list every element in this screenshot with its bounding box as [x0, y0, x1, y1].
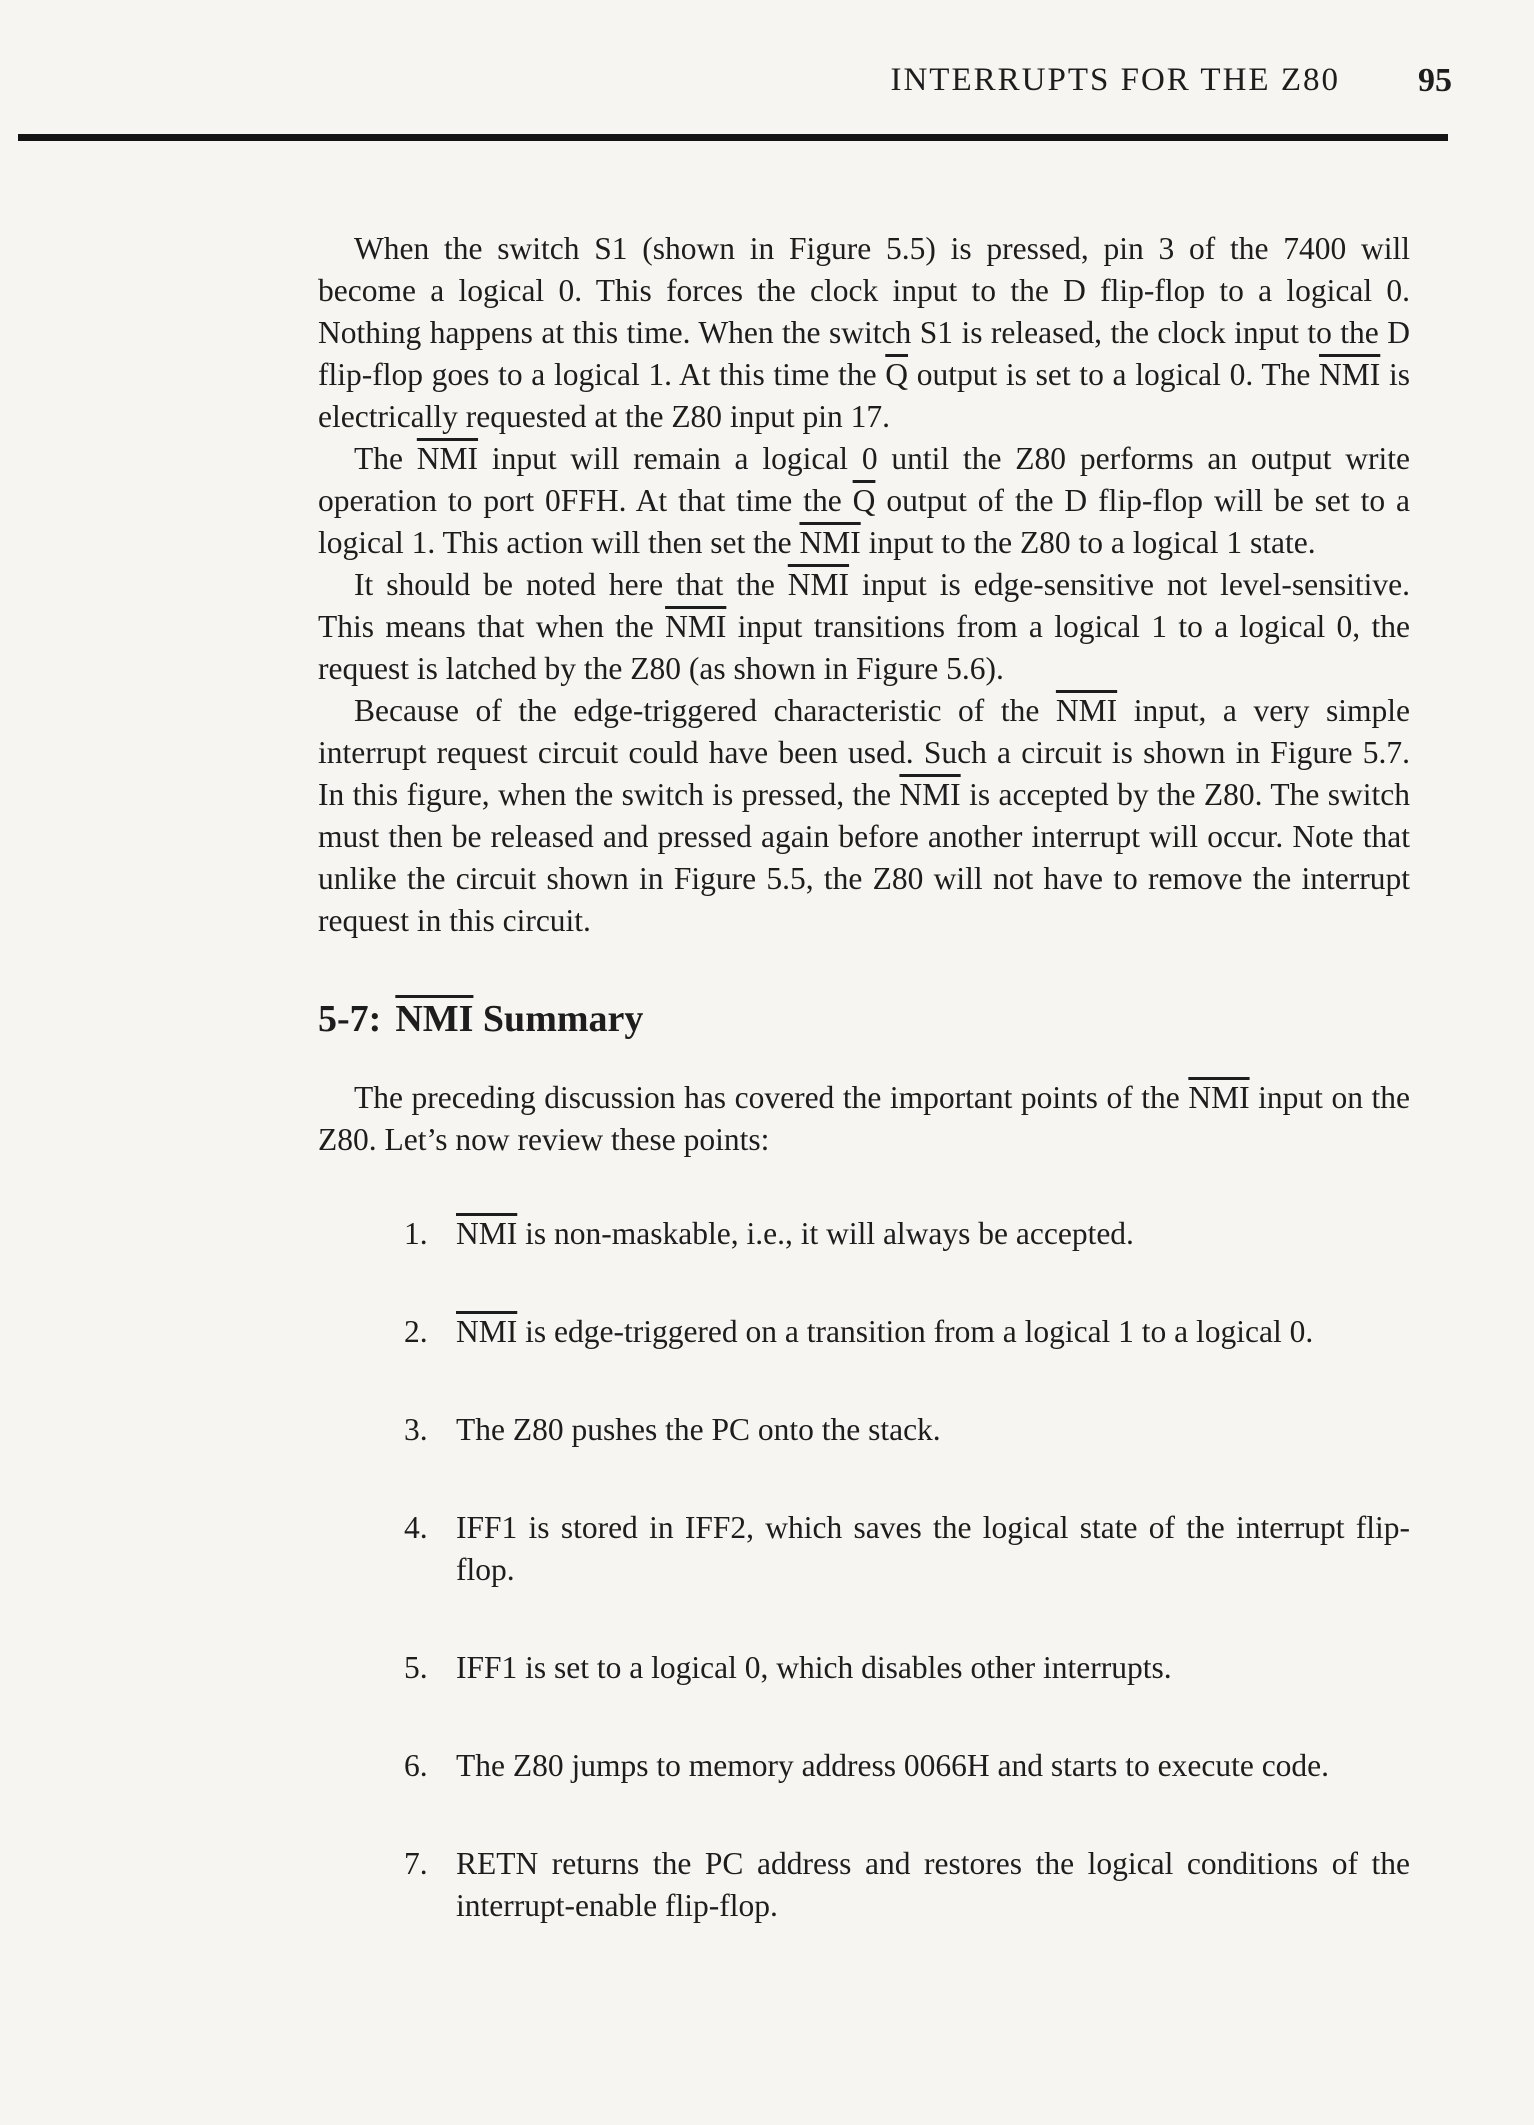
page-content — [318, 228, 1410, 1983]
nmi-symbol: $\overline{NMI}$ — [799, 525, 861, 560]
nmi-symbol: $\overline{NMI}$ — [456, 1314, 518, 1349]
list-item — [318, 1745, 1410, 1787]
text-run: The — [354, 441, 417, 476]
text-run: input transitions from a logical 1 to a logical 0, the request is latched by the Z80 (as shown in Figure 5.6). — [318, 609, 1410, 686]
nmi-symbol: $\overline{NMI}$ — [899, 777, 961, 812]
list-marker: 4. — [404, 1510, 428, 1545]
nmi-symbol: $\overline{NMI}$ — [665, 609, 727, 644]
nmi-symbol: NMI — [395, 998, 474, 1040]
list-item — [318, 1507, 1410, 1591]
running-title: INTERRUPTS FOR THE Z80 — [890, 62, 1340, 98]
paragraph-4 — [318, 690, 1410, 942]
text-run: input on the Z80. Let’s now review these points: — [318, 1080, 1410, 1157]
page-header — [0, 62, 1452, 106]
nmi-symbol: $\overline{NMI}$ — [1319, 357, 1381, 392]
list-marker: 2. — [404, 1314, 428, 1349]
text-run: When the switch S1 (shown in Figure 5.5) is pressed, pin 3 of the 7400 will become a logical 0. This forces the clock input to the D flip-flop to a logical 0. Nothing happens at this time. When the switch S1 is released, the clock input to the D flip-flop goes to a logical 1. At this time the — [318, 231, 1410, 392]
text-run: Because of the edge-triggered characteristic of the — [354, 693, 1056, 728]
text-run: input, a very simple interrupt request circuit could have been used. Such a circuit is shown in Figure 5.7. In this figure, when the switch is pressed, the — [318, 693, 1411, 812]
paragraph-1 — [318, 228, 1410, 438]
text-run: input is edge-sensitive not level-sensitive. This means that when the — [318, 567, 1410, 644]
list-item-text: is non-maskable, i.e., it will always be accepted. — [517, 1216, 1134, 1251]
paragraph-3 — [318, 564, 1410, 690]
summary-list — [318, 1213, 1410, 1927]
header-rule — [18, 134, 1448, 141]
section-number: 5-7: — [318, 998, 382, 1040]
list-marker: 1. — [404, 1216, 428, 1251]
paragraph-2 — [318, 438, 1410, 564]
text-run: The preceding discussion has covered the important points of the — [354, 1080, 1189, 1115]
nmi-symbol: $\overline{NMI}$ — [1188, 1080, 1250, 1115]
list-item-text: The Z80 jumps to memory address 0066H and starts to execute code. — [456, 1748, 1330, 1783]
nmi-symbol: $\overline{NMI}$ — [787, 567, 850, 602]
text-run: input will remain a logical 0 until the Z80 performs an output write operation to port 0FFH. At that time the — [318, 441, 1410, 518]
list-item-text: The Z80 pushes the PC onto the stack. — [456, 1412, 941, 1447]
q-bar-symbol: $\overline{Q}$ — [885, 357, 909, 392]
list-marker: 3. — [404, 1412, 428, 1447]
text-run: It should be noted here that the — [354, 567, 788, 602]
list-item-text: IFF1 is set to a logical 0, which disables other interrupts. — [456, 1650, 1172, 1685]
list-item — [318, 1843, 1410, 1927]
text-run: input to the Z80 to a logical 1 state. — [860, 525, 1316, 560]
list-marker: 7. — [404, 1846, 428, 1881]
section-heading — [318, 995, 1410, 1043]
q-bar-symbol: $\overline{Q}$ — [852, 483, 876, 518]
list-item-text: IFF1 is stored in IFF2, which saves the logical state of the interrupt flip-flop. — [456, 1510, 1410, 1587]
list-item — [318, 1213, 1410, 1255]
nmi-symbol: $\overline{NMI}$ — [456, 1216, 518, 1251]
page-number: 95 — [1418, 62, 1452, 99]
text-run: output is set to a logical 0. The — [908, 357, 1320, 392]
text-run: is accepted by the Z80. The switch must then be released and pressed again before another interrupt will occur. Note that unlike the circuit shown in Figure 5.5, the Z80 will not have to remove the interrupt request in this circuit. — [318, 777, 1410, 938]
nmi-symbol: $\overline{NMI}$ — [1055, 693, 1118, 728]
list-item — [318, 1409, 1410, 1451]
list-item — [318, 1311, 1410, 1353]
list-marker: 5. — [404, 1650, 428, 1685]
list-item-text: RETN returns the PC address and restores the logical conditions of the interrupt-enable flip-flop. — [456, 1846, 1410, 1923]
list-item-text: is edge-triggered on a transition from a logical 1 to a logical 0. — [517, 1314, 1314, 1349]
section-title: Summary — [473, 998, 644, 1040]
text-run: output of the D flip-flop will be set to a logical 1. This action will then set the — [318, 483, 1410, 560]
list-item — [318, 1647, 1410, 1689]
nmi-symbol: $\overline{NMI}$ — [416, 441, 479, 476]
list-marker: 6. — [404, 1748, 428, 1783]
section-intro — [318, 1077, 1410, 1161]
text-run: is electrically requested at the Z80 input pin 17. — [318, 357, 1410, 434]
